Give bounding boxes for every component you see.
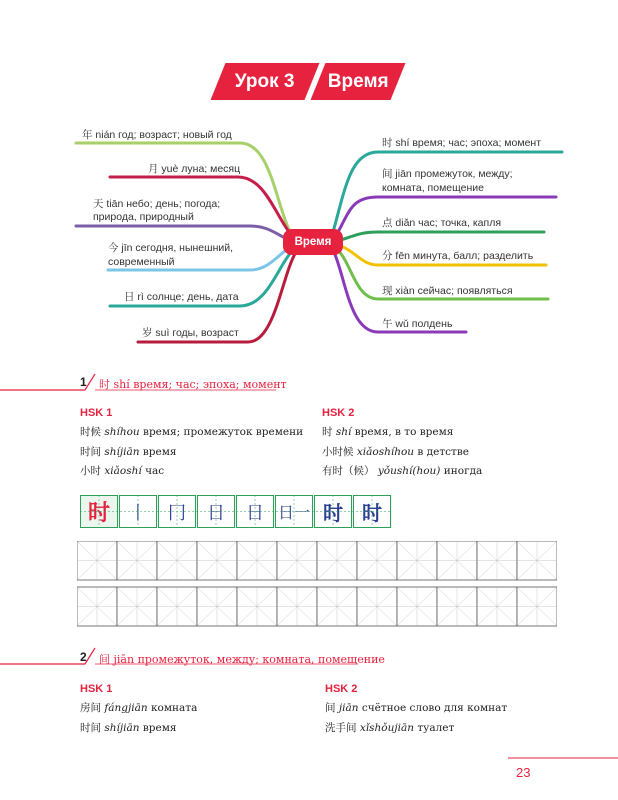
section2-number: 2 xyxy=(80,650,87,664)
mm-label-nian: 年 nián год; возраст; новый год xyxy=(82,129,232,141)
s1-hsk2-word-1: 时 shí время, в то время xyxy=(322,426,454,438)
practice-row-1 xyxy=(77,541,557,580)
mm-label-sui: 岁 suì годы, возраст xyxy=(142,327,239,339)
s2-hsk2-word-2: 洗手间 xǐshǒujiān туалет xyxy=(325,722,455,734)
mindmap-center: Время xyxy=(283,229,343,255)
s2-hsk1-word-1: 房间 fángjiān комната xyxy=(80,702,198,714)
mm-label-tian-2: природа, природный xyxy=(93,211,194,223)
section1-hsk1-label: HSK 1 xyxy=(80,407,113,419)
section1-header: 时 shí время; час; эпоха; момент xyxy=(99,378,287,391)
stroke-char-1: 时 xyxy=(87,500,110,525)
s1-hsk1-word-2: 时间 shíjiān время xyxy=(80,446,177,458)
stroke-char-5: 日 xyxy=(246,502,264,523)
mm-label-jin-2: современный xyxy=(108,256,175,268)
stroke-char-7: 时 xyxy=(323,503,343,525)
mm-label-dian: 点 diǎn час; точка, капля xyxy=(382,217,502,229)
stroke-guides xyxy=(80,495,392,528)
practice-grid[interactable] xyxy=(77,541,557,627)
stroke-char-2: 丨 xyxy=(129,502,147,523)
section1-hsk2-label: HSK 2 xyxy=(322,407,355,419)
branch-tian xyxy=(76,226,290,240)
lesson-number: Урок 3 xyxy=(235,70,295,92)
mm-label-ri: 日 rì солнце; день, дата xyxy=(124,291,239,303)
s1-hsk1-word-3: 小时 xiǎoshí час xyxy=(80,465,165,477)
section1-divider xyxy=(0,368,618,398)
section1-number: 1 xyxy=(80,375,87,389)
s2-hsk2-word-1: 间 jiān счётное слово для комнат xyxy=(325,702,508,714)
mindmap-branches xyxy=(0,0,618,360)
practice-row-2 xyxy=(77,587,557,626)
mm-label-xian: 现 xiàn сейчас; появляться xyxy=(382,285,513,297)
section2-hsk2-label: HSK 2 xyxy=(325,683,358,695)
stroke-char-4: 日 xyxy=(207,502,225,523)
stroke-char-6: 日一 xyxy=(277,505,310,522)
page-number: 23 xyxy=(516,765,531,780)
s1-hsk2-word-3: 有时（候） yǒushí(hou) иногда xyxy=(322,465,483,477)
section2-hsk1-label: HSK 1 xyxy=(80,683,113,695)
mm-label-shi: 时 shí время; час; эпоха; момент xyxy=(382,137,542,149)
mm-label-wu: 午 wǔ полдень xyxy=(382,318,453,330)
s2-hsk1-word-2: 时间 shíjiān время xyxy=(80,722,177,734)
mm-label-tian-1: 天 tiān небо; день; погода; xyxy=(93,198,221,210)
s1-hsk1-word-1: 时候 shíhou время; промежуток времени xyxy=(80,426,304,438)
mm-label-fen: 分 fēn минута, балл; разделить xyxy=(382,250,534,262)
footer-rule xyxy=(508,756,618,760)
mm-label-yue: 月 yuè луна; месяц xyxy=(148,163,241,175)
section2-header: 间 jiān промежуток, между; комната, помещение xyxy=(99,653,385,666)
stroke-char-8: 时 xyxy=(362,503,382,525)
mm-label-jian-2: комната, помещение xyxy=(382,182,484,194)
stroke-char-3: 冂 xyxy=(168,502,186,523)
branch-dian xyxy=(341,232,544,240)
mm-label-jian-1: 间 jiān промежуток, между; xyxy=(382,168,513,180)
mm-label-jin-1: 今 jīn сегодня, нынешний, xyxy=(108,242,234,254)
s1-hsk2-word-2: 小时候 xiǎoshíhou в детстве xyxy=(322,446,469,458)
lesson-topic: Время xyxy=(327,70,389,92)
